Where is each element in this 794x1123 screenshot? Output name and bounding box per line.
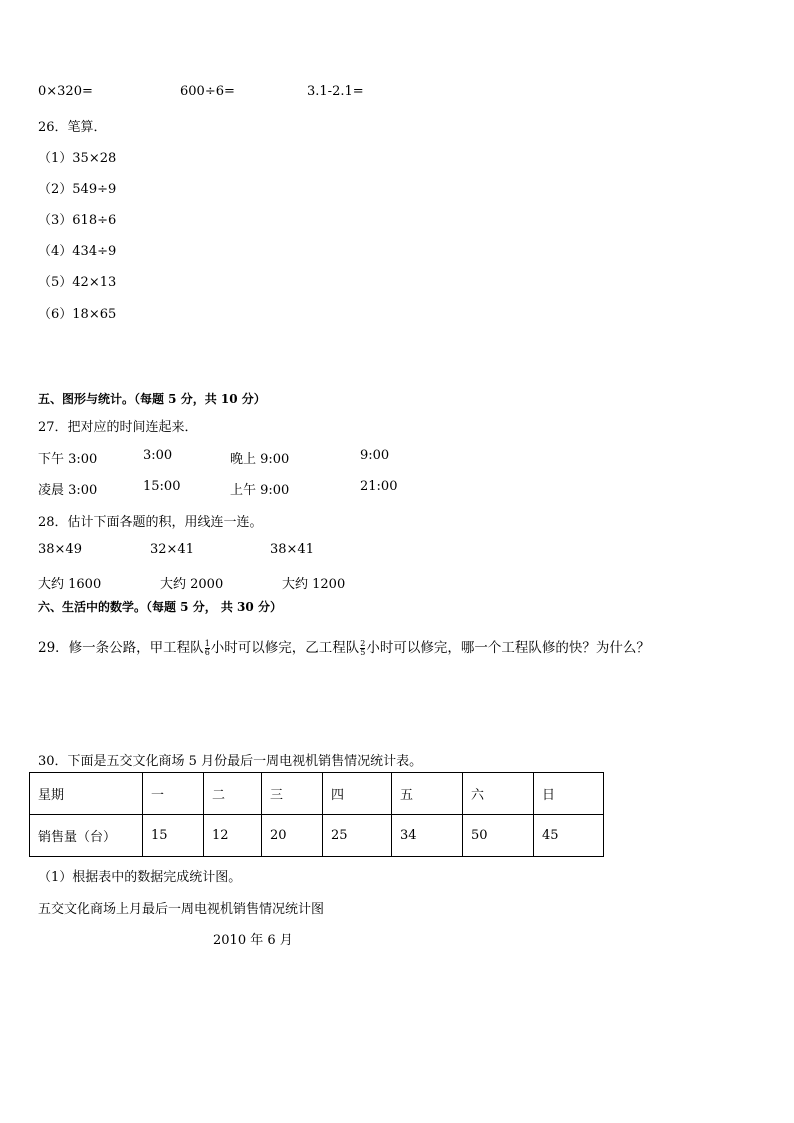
q28-title: 28．估计下面各题的积，用线连一连。 — [38, 515, 263, 530]
q27-time-4: 9:00 — [360, 448, 390, 463]
q29-fraction-2 — [360, 640, 365, 657]
table-cell: 12 — [204, 815, 262, 857]
table-cell: 日 — [534, 773, 604, 815]
table-row — [30, 773, 604, 815]
chart-date: 2010 年 6 月 — [213, 933, 293, 948]
fraction-numerator: 2 — [360, 639, 366, 648]
fraction-numerator: 1 — [204, 639, 210, 648]
table-cell: 三 — [262, 773, 323, 815]
q28-estimate-2: 大约 2000 — [160, 577, 224, 592]
q26-item-1: （1）35×28 — [38, 151, 117, 166]
q29-fraction-1 — [205, 640, 210, 657]
q26-item-6: （6）18×65 — [38, 307, 117, 322]
calc-item-2: 600÷6= — [180, 84, 235, 99]
q27-time-5: 凌晨 3:00 — [38, 483, 98, 498]
calc-item-1: 0×320= — [38, 84, 93, 99]
q29-text-1: 29．修一条公路，甲工程队 — [38, 640, 204, 656]
q27-time-7: 上午 9:00 — [230, 483, 290, 498]
q30-subquestion-1: （1）根据表中的数据完成统计图。 — [38, 870, 242, 885]
section5-title: 五、图形与统计。（每题 5 分，共 10 分） — [38, 392, 266, 406]
section6-title: 六、生活中的数学。（每题 5 分， 共 30 分） — [38, 600, 282, 614]
chart-title: 五交文化商场上月最后一周电视机销售情况统计图 — [38, 902, 325, 917]
q28-estimate-3: 大约 1200 — [282, 577, 346, 592]
q27-time-3: 晚上 9:00 — [230, 452, 290, 467]
table-cell: 34 — [392, 815, 463, 857]
q27-time-2: 3:00 — [143, 448, 173, 463]
q29-text-2: 小时可以修完，乙工程队 — [210, 640, 360, 656]
q26-item-2: （2）549÷9 — [38, 182, 117, 197]
sales-table — [29, 772, 604, 857]
q28-expr-2: 32×41 — [150, 542, 194, 557]
q26-item-4: （4）434÷9 — [38, 244, 117, 259]
table-cell: 五 — [392, 773, 463, 815]
q28-expr-1: 38×49 — [38, 542, 82, 557]
q29-question — [38, 636, 650, 657]
table-cell: 一 — [143, 773, 204, 815]
calc-item-3: 3.1-2.1= — [307, 84, 364, 99]
table-row — [30, 815, 604, 857]
q30-title: 30．下面是五交文化商场 5 月份最后一周电视机销售情况统计表。 — [38, 754, 423, 769]
q27-time-1: 下午 3:00 — [38, 452, 98, 467]
q27-title: 27．把对应的时间连起来． — [38, 420, 198, 435]
fraction-denominator: 5 — [360, 648, 366, 657]
table-cell: 15 — [143, 815, 204, 857]
table-cell: 25 — [323, 815, 392, 857]
table-cell: 二 — [204, 773, 262, 815]
table-cell: 星期 — [30, 773, 143, 815]
table-cell: 45 — [534, 815, 604, 857]
table-cell: 50 — [463, 815, 534, 857]
q28-estimate-1: 大约 1600 — [38, 577, 102, 592]
table-cell: 销售量（台） — [30, 815, 143, 857]
q26-title: 26．笔算． — [38, 120, 107, 135]
q27-time-6: 15:00 — [143, 479, 181, 494]
fraction-denominator: 6 — [204, 648, 210, 657]
table-cell: 20 — [262, 815, 323, 857]
q27-time-8: 21:00 — [360, 479, 398, 494]
q28-expr-3: 38×41 — [270, 542, 314, 557]
table-cell: 六 — [463, 773, 534, 815]
q29-text-3: 小时可以修完，哪一个工程队修的快？为什么？ — [366, 640, 650, 656]
q26-item-5: （5）42×13 — [38, 275, 117, 290]
q26-item-3: （3）618÷6 — [38, 213, 117, 228]
table-cell: 四 — [323, 773, 392, 815]
